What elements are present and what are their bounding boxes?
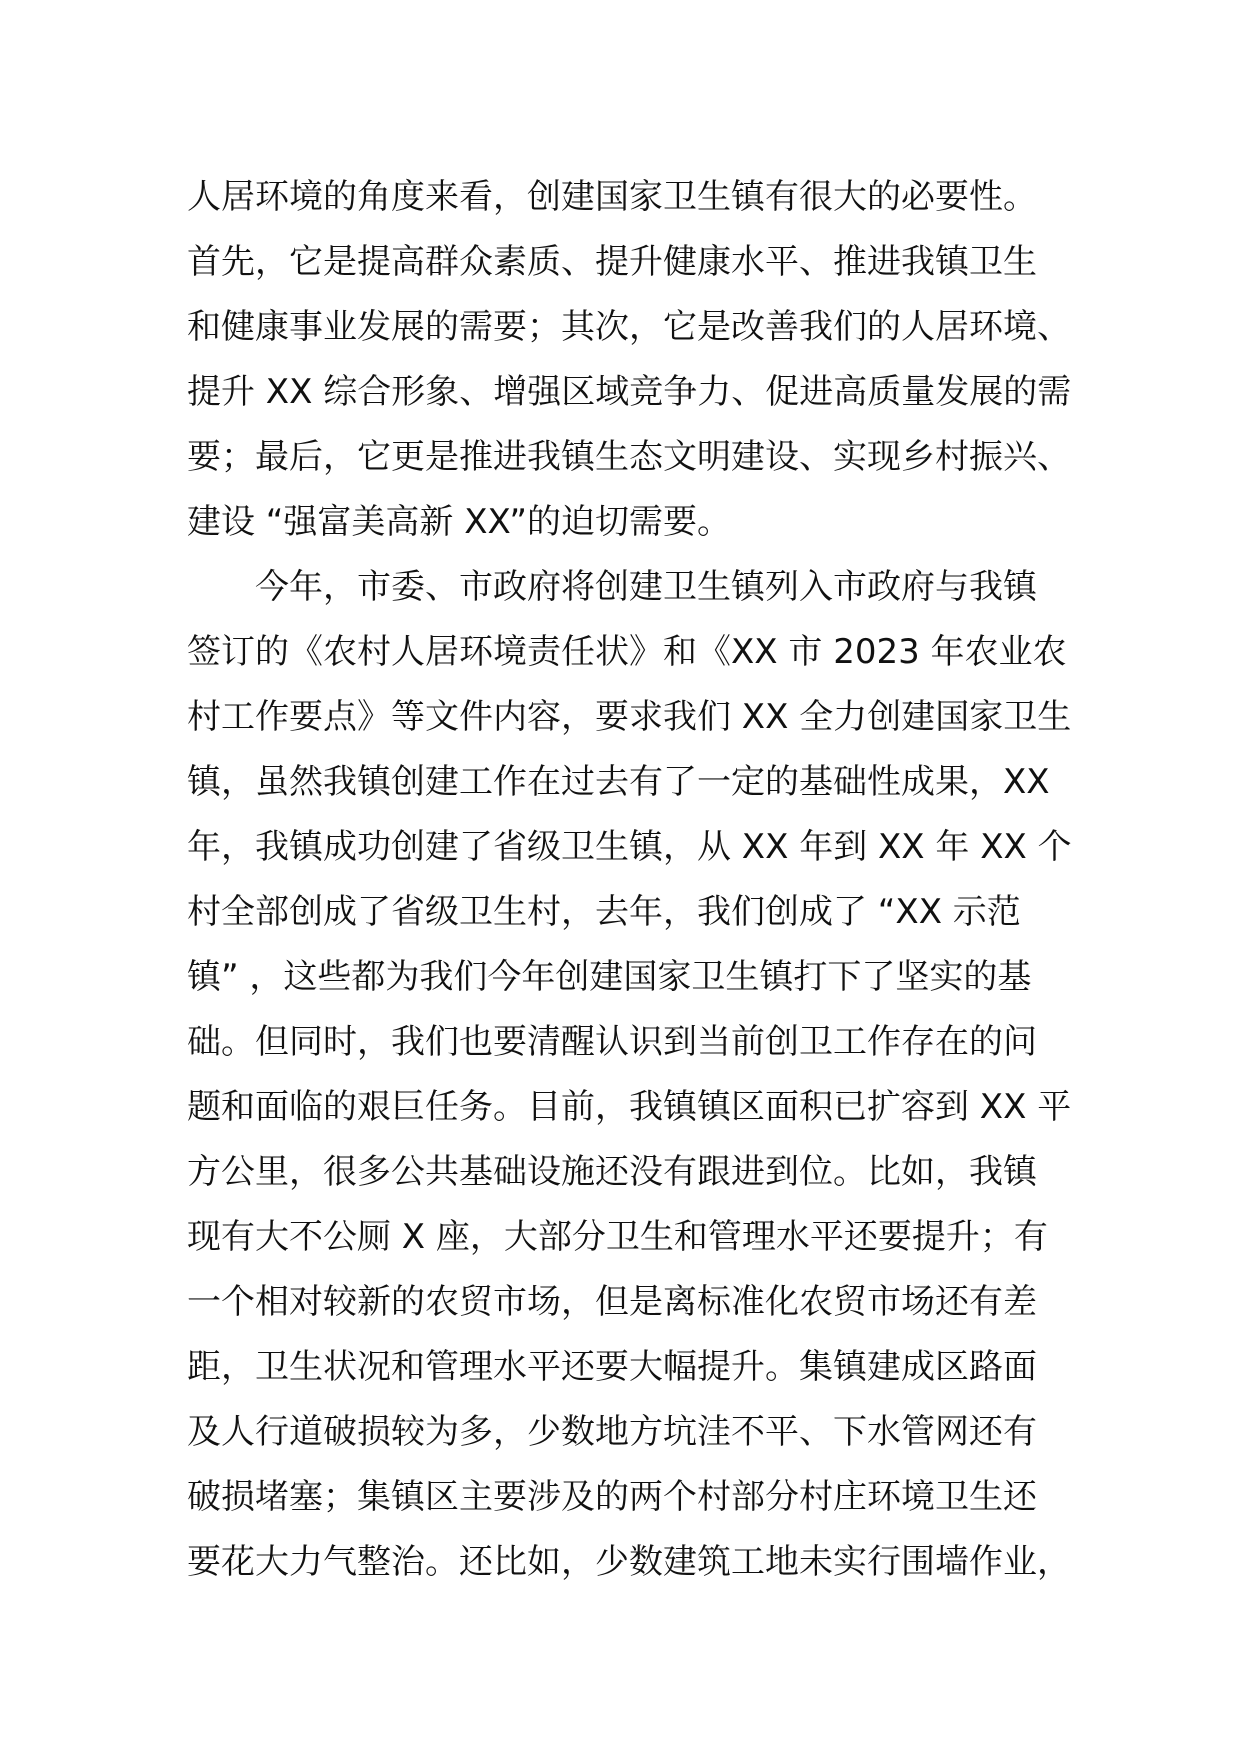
text-line: 首先，它是提高群众素质、提升健康水平、推进我镇卫生	[187, 242, 1037, 282]
text-line: 村全部创成了省级卫生村，去年，我们创成了 “XX 示范	[187, 892, 1021, 932]
text-line: 签订的《农村人居环境责任状》和《XX 市 2023 年农业农	[187, 632, 1067, 672]
text-line: 要花大力气整治。还比如，少数建筑工地未实行围墙作业，	[187, 1542, 1071, 1582]
text-line: 题和面临的艰巨任务。目前，我镇镇区面积已扩容到 XX 平	[187, 1087, 1072, 1127]
text-line: 建设 “强富美高新 XX”的迫切需要。	[187, 502, 732, 542]
text-line: 距，卫生状况和管理水平还要大幅提升。集镇建成区路面	[187, 1347, 1037, 1387]
text-line: 年，我镇成功创建了省级卫生镇，从 XX 年到 XX 年 XX 个	[187, 827, 1072, 867]
text-line: 及人行道破损较为多，少数地方坑洼不平、下水管网还有	[187, 1412, 1037, 1452]
paragraph-first-line: 今年，市委、市政府将创建卫生镇列入市政府与我镇	[255, 567, 1037, 607]
text-line: 础。但同时，我们也要清醒认识到当前创卫工作存在的问	[187, 1022, 1037, 1062]
body-text	[187, 165, 1072, 1595]
text-line: 人居环境的角度来看，创建国家卫生镇有很大的必要性。	[187, 177, 1037, 217]
text-line: 镇，虽然我镇创建工作在过去有了一定的基础性成果，XX	[187, 762, 1050, 802]
text-line: 要；最后，它更是推进我镇生态文明建设、实现乡村振兴、	[187, 437, 1071, 477]
text-line: 一个相对较新的农贸市场，但是离标准化农贸市场还有差	[187, 1282, 1037, 1322]
text-line: 镇” ，这些都为我们今年创建国家卫生镇打下了坚实的基	[187, 957, 1032, 997]
text-line: 破损堵塞；集镇区主要涉及的两个村部分村庄环境卫生还	[187, 1477, 1037, 1517]
text-line: 提升 XX 综合形象、增强区域竞争力、促进高质量发展的需	[187, 372, 1072, 412]
text-line: 村工作要点》等文件内容，要求我们 XX 全力创建国家卫生	[187, 697, 1072, 737]
text-line: 和健康事业发展的需要；其次，它是改善我们的人居环境、	[187, 307, 1071, 347]
text-line: 现有大不公厕 X 座，大部分卫生和管理水平还要提升；有	[187, 1217, 1048, 1257]
text-line: 方公里，很多公共基础设施还没有跟进到位。比如，我镇	[187, 1152, 1037, 1192]
